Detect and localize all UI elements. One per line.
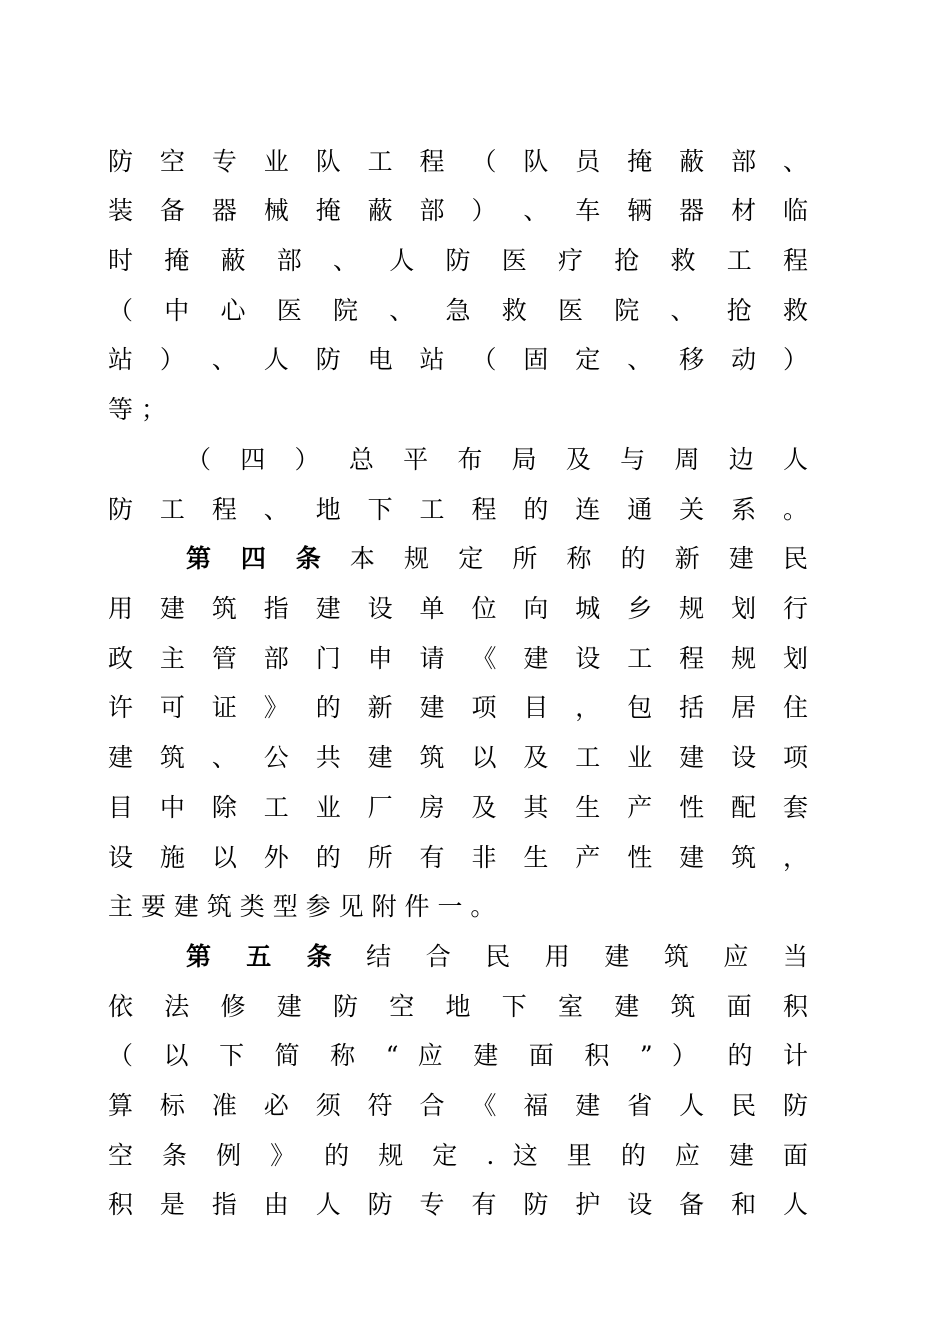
text-line: （ 中 心 医 院 、 急 救 医 院 、 抢 救 — [108, 296, 808, 325]
text-line: 用 建 筑 指 建 设 单 位 向 城 乡 规 划 行 — [108, 594, 808, 623]
text-line: 建 筑 、 公 共 建 筑 以 及 工 业 建 设 项 — [108, 743, 808, 772]
text-line: 许 可 证 》 的 新 建 项 目 ， 包 括 居 住 — [108, 693, 808, 722]
text-line: 站 ） 、 人 防 电 站 （ 固 定 、 移 动 ） — [108, 345, 808, 374]
text-line: 等 ； — [108, 395, 166, 424]
article-4-heading-line — [186, 539, 808, 579]
text-line: 装 备 器 械 掩 蔽 部 ） 、 车 辆 器 材 临 — [108, 196, 808, 225]
text-line: （ 以 下 简 称 “ 应 建 面 积 ” ） 的 计 — [108, 1041, 808, 1070]
text-line: 时 掩 蔽 部 、 人 防 医 疗 抢 救 工 程 — [108, 246, 808, 275]
text-line: 防 工 程 、 地 下 工 程 的 连 通 关 系 。 — [108, 495, 808, 524]
text-line: 依 法 修 建 防 空 地 下 室 建 筑 面 积 — [108, 992, 808, 1021]
text-line: 设 施 以 外 的 所 有 非 生 产 性 建 筑 ， — [108, 843, 808, 872]
article-4-label: 第 四 条 — [186, 544, 332, 573]
article-5-label: 第 五 条 — [186, 942, 345, 971]
text-line: 空 条 例 》 的 规 定 . 这 里 的 应 建 面 — [108, 1141, 808, 1170]
text-line: 目 中 除 工 业 厂 房 及 其 生 产 性 配 套 — [108, 793, 808, 822]
text-line: 积 是 指 由 人 防 专 有 防 护 设 备 和 人 — [108, 1190, 808, 1219]
text-segment: 结 合 民 用 建 筑 应 当 — [366, 942, 808, 971]
text-line: （ 四 ） 总 平 布 局 及 与 周 边 人 — [186, 445, 808, 474]
text-segment: 本 规 定 所 称 的 新 建 民 — [349, 544, 808, 573]
text-line: 算 标 准 必 须 符 合 《 福 建 省 人 民 防 — [108, 1091, 808, 1120]
text-line: 防 空 专 业 队 工 程 （ 队 员 掩 蔽 部 、 — [108, 147, 808, 176]
text-line: 政 主 管 部 门 申 请 《 建 设 工 程 规 划 — [108, 644, 808, 673]
article-5-heading-line — [186, 937, 808, 977]
text-line: 主 要 建 筑 类 型 参 见 附 件 一 。 — [108, 892, 496, 921]
